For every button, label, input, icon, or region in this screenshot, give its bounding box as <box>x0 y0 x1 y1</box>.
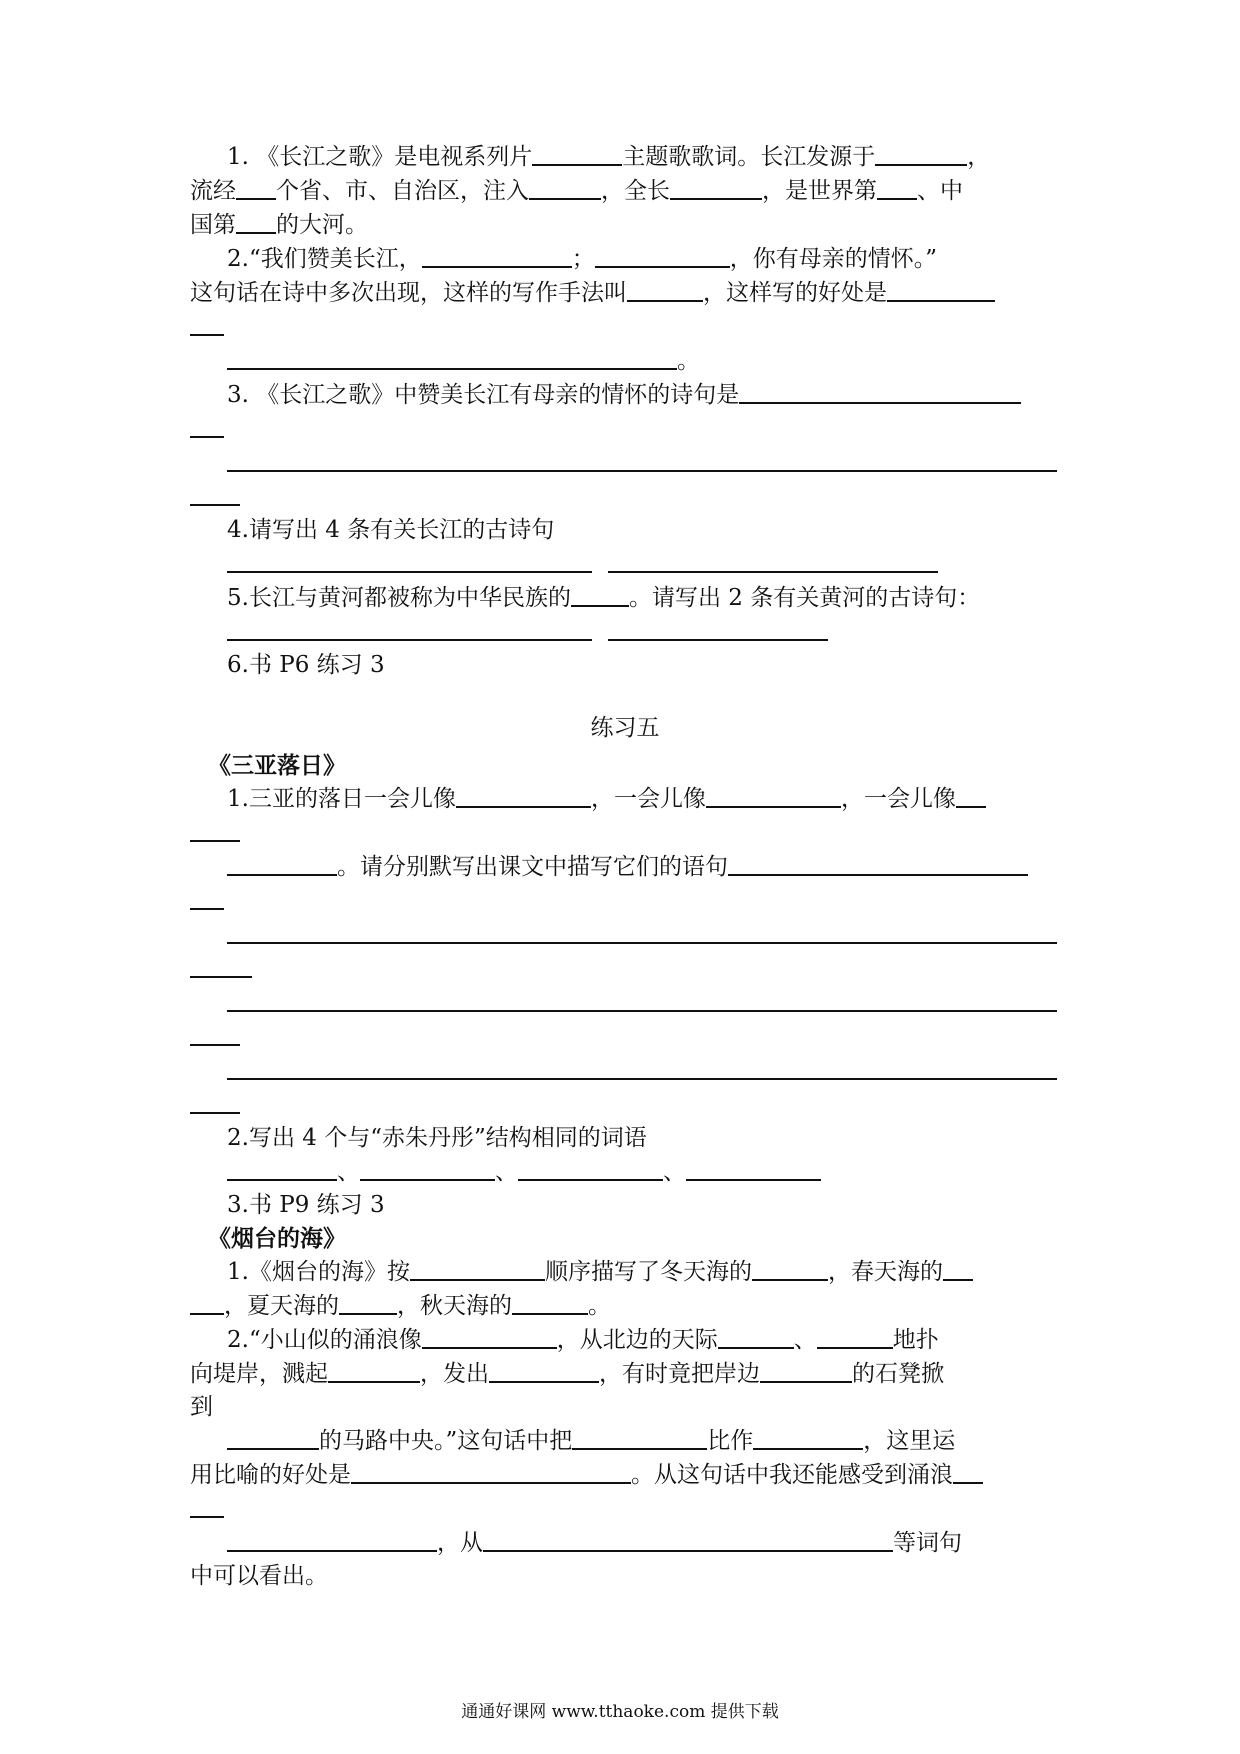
answer-blank[interactable] <box>227 344 677 370</box>
answer-blank[interactable] <box>877 174 917 200</box>
yantai-q1-line2: ，夏天海的 ，秋天海的 。 <box>190 1289 1060 1323</box>
yantai-q2-line4: 的马路中央。”这句话中把 比作 ，这里运 <box>190 1424 1060 1458</box>
sanya-q2-line1: 2.写出 4 个与“赤朱丹彤”结构相同的词语 <box>227 1125 647 1151</box>
answer-blank[interactable] <box>953 1458 983 1484</box>
answer-blank[interactable] <box>753 1424 863 1450</box>
answer-blank[interactable] <box>227 986 1057 1012</box>
answer-blank[interactable] <box>227 918 1057 944</box>
sanya-q1-line8 <box>190 1020 1060 1054</box>
answer-blank[interactable] <box>532 140 622 166</box>
answer-blank[interactable] <box>360 1155 495 1181</box>
answer-blank[interactable] <box>456 782 591 808</box>
answer-blank[interactable] <box>686 1155 821 1181</box>
worksheet-body <box>190 140 1060 1593</box>
lesson-title-sanya: 《三亚落日》 <box>208 752 346 779</box>
answer-blank[interactable] <box>739 378 1021 404</box>
sanya-q1-line9 <box>190 1054 1060 1088</box>
s4-q5-line1: 5.长江与黄河都被称为中华民族的 。请写出 2 条有关黄河的古诗句： <box>190 581 1060 615</box>
s4-q5-line2 <box>190 615 1060 649</box>
answer-blank[interactable] <box>489 1357 599 1383</box>
answer-blank[interactable] <box>595 242 730 268</box>
sanya-q2-line2: 、 、 、 <box>190 1155 1060 1189</box>
yantai-q2-line8: 中可以看出。 <box>190 1563 328 1589</box>
answer-blank[interactable] <box>483 1526 893 1552</box>
s4-q6: 6.书 P6 练习 3 <box>227 652 385 678</box>
answer-blank[interactable] <box>190 1020 240 1046</box>
answer-blank[interactable] <box>236 208 276 234</box>
answer-blank[interactable] <box>227 1526 437 1552</box>
answer-blank[interactable] <box>529 174 601 200</box>
yantai-q2-line7: ，从 等词句 <box>190 1526 1060 1560</box>
answer-blank[interactable] <box>875 140 967 166</box>
answer-blank[interactable] <box>328 1357 420 1383</box>
answer-blank[interactable] <box>190 1492 224 1518</box>
answer-blank[interactable] <box>518 1155 663 1181</box>
answer-blank[interactable] <box>190 1289 224 1315</box>
sanya-q1-line2 <box>190 816 1060 850</box>
yantai-q2-line2: 向堤岸，溅起 ，发出 ，有时竟把岸边 的石凳掀 <box>190 1357 1060 1391</box>
s4-q2-line2: 这句话在诗中多次出现，这样的写作手法叫 ，这样写的好处是 <box>190 276 1060 310</box>
answer-blank[interactable] <box>190 816 240 842</box>
answer-blank[interactable] <box>887 276 995 302</box>
answer-blank[interactable] <box>572 1424 707 1450</box>
answer-blank[interactable] <box>190 480 240 506</box>
yantai-q2-line5: 用比喻的好处是 。从这句话中我还能感受到涌浪 <box>190 1458 1060 1492</box>
yantai-q2-line6 <box>190 1492 1060 1526</box>
answer-blank[interactable] <box>956 782 986 808</box>
s4-q3-line4 <box>190 480 1060 514</box>
s4-q4-line1: 4.请写出 4 条有关长江的古诗句 <box>227 517 555 543</box>
yantai-q1-line1: 1.《烟台的海》按 顺序描写了冬天海的 ，春天海的 <box>190 1255 1060 1289</box>
s4-q2-line4: 。 <box>190 344 1060 378</box>
answer-blank[interactable] <box>190 952 252 978</box>
answer-blank[interactable] <box>227 1155 337 1181</box>
s4-q3-line2 <box>190 412 1060 446</box>
answer-blank[interactable] <box>190 412 224 438</box>
s4-q1-line1: 1. 《长江之歌》是电视系列片 主题歌歌词。长江发源于 ， <box>190 140 1060 174</box>
answer-blank[interactable] <box>627 276 703 302</box>
answer-blank[interactable] <box>410 1255 545 1281</box>
yantai-q2-line1: 2.“小山似的涌浪像 ，从北边的天际 、 地扑 <box>190 1323 1060 1357</box>
footer-text: 通通好课网 www.tthaoke.com 提供下载 <box>461 1702 779 1722</box>
sanya-q1-line7 <box>190 986 1060 1020</box>
answer-blank[interactable] <box>422 1323 557 1349</box>
yantai-q2-line3: 到 <box>190 1394 213 1420</box>
answer-blank[interactable] <box>670 174 762 200</box>
answer-blank[interactable] <box>706 782 841 808</box>
sanya-q3: 3.书 P9 练习 3 <box>227 1192 385 1218</box>
answer-blank[interactable] <box>422 242 572 268</box>
s4-q2-line3 <box>190 310 1060 344</box>
answer-blank[interactable] <box>943 1255 973 1281</box>
sanya-q1-line6 <box>190 952 1060 986</box>
section-title: 练习五 <box>590 715 660 741</box>
answer-blank[interactable] <box>608 547 938 573</box>
s4-q4-line2 <box>190 547 1060 581</box>
answer-blank[interactable] <box>608 615 828 641</box>
answer-blank[interactable] <box>190 1088 240 1114</box>
answer-blank[interactable] <box>227 850 337 876</box>
answer-blank[interactable] <box>752 1255 828 1281</box>
sanya-q1-line4 <box>190 884 1060 918</box>
answer-blank[interactable] <box>571 581 629 607</box>
sanya-q1-line5 <box>190 918 1060 952</box>
lesson-title-yantai: 《烟台的海》 <box>208 1225 346 1252</box>
s4-q1-line2: 流经 个省、市、自治区，注入 ，全长 ，是世界第 、中 <box>190 174 1060 208</box>
answer-blank[interactable] <box>339 1289 397 1315</box>
answer-blank[interactable] <box>728 850 1028 876</box>
sanya-q1-line10 <box>190 1088 1060 1122</box>
s4-q3-line1: 3. 《长江之歌》中赞美长江有母亲的情怀的诗句是 <box>190 378 1060 412</box>
answer-blank[interactable] <box>718 1323 794 1349</box>
answer-blank[interactable] <box>351 1458 631 1484</box>
answer-blank[interactable] <box>236 174 276 200</box>
answer-blank[interactable] <box>817 1323 893 1349</box>
answer-blank[interactable] <box>227 1424 319 1450</box>
answer-blank[interactable] <box>512 1289 588 1315</box>
answer-blank[interactable] <box>227 1054 1057 1080</box>
answer-blank[interactable] <box>760 1357 852 1383</box>
s4-q3-line3 <box>190 446 1060 480</box>
s4-q1-line3: 国第 的大河。 <box>190 208 1060 242</box>
answer-blank[interactable] <box>190 884 224 910</box>
sanya-q1-line3: 。请分别默写出课文中描写它们的语句 <box>190 850 1060 884</box>
answer-blank[interactable] <box>227 446 1057 472</box>
sanya-q1-line1: 1.三亚的落日一会儿像 ，一会儿像 ，一会儿像 <box>190 782 1060 816</box>
answer-blank[interactable] <box>190 310 224 336</box>
answer-blank[interactable] <box>227 615 592 641</box>
answer-blank[interactable] <box>227 547 592 573</box>
s4-q2-line1: 2.“我们赞美长江， ； ，你有母亲的情怀。” <box>190 242 1060 276</box>
